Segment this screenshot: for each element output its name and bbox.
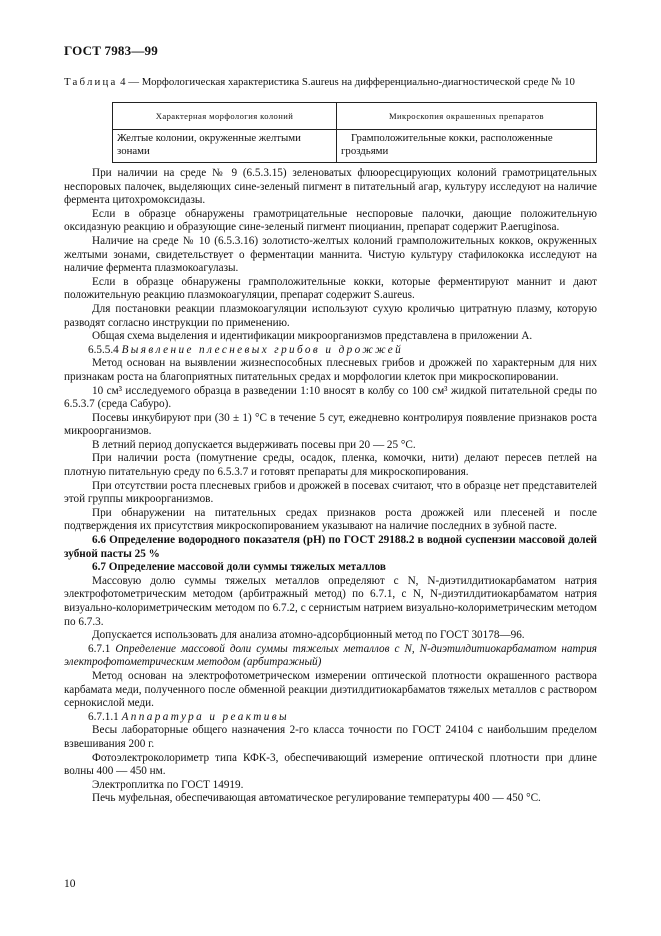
section-title: Аппаратура и реактивы bbox=[121, 710, 289, 723]
paragraph: Наличие на среде № 10 (6.5.3.16) золотисто-желтых колоний грамположительных кокков, окруженных желтыми зонами, свидетельствует о ферментации маннита. Чистую культуру стафилококка исследуют на наличие фермента плазмокоагулазы. bbox=[64, 234, 597, 275]
section-number: 6.7.1.1 bbox=[88, 710, 119, 723]
table-caption-text: 4 — Морфологическая характеристика S.aureus на дифференциально-диагностической среде № 10 bbox=[117, 76, 575, 88]
morphology-table bbox=[112, 102, 597, 163]
paragraph: Электроплитка по ГОСТ 14919. bbox=[92, 778, 244, 791]
section-title: Выявление плесневых грибов и дрожжей bbox=[121, 343, 404, 356]
paragraph: При наличии на среде № 9 (6.5.3.15) зеленоватых флюоресцирующих колоний грамотрицательных неспоровых палочек, выделяющих сине-зеленый пигмент в питательный агар, культуру исследуют на наличие фермента цитохромоксидазы. bbox=[64, 167, 597, 207]
paragraph: Метод основан на выявлении жизнеспособных плесневых грибов и дрожжей по характерным для них признакам роста на благоприятных питательных средах и морфологии клеток при микроскопировании. bbox=[64, 357, 597, 383]
paragraph: Если в образце обнаружены грамотрицательные неспоровые палочки, дающие положительную оксидазную реакцию и образующие сине-зеленый пигмент пиоцианин, препарат содержит P.aeruginosa. bbox=[64, 207, 597, 234]
paragraph: Фотоэлектроколориметр типа КФК-3, обеспечивающий измерение оптической плотности при длине волны 400 — 450 нм. bbox=[64, 751, 597, 778]
paragraph: 10 см³ исследуемого образца в разведении 1:10 вносят в колбу со 100 см³ жидкой питательной среды по 6.5.3.7 (среда Сабуро). bbox=[64, 384, 597, 411]
table-header-cell: Микроскопия окрашенных препаратов bbox=[337, 103, 597, 130]
paragraph: Печь муфельная, обеспечивающая автоматическое регулирование температуры 400 — 450 °С. bbox=[92, 792, 541, 805]
paragraph: Метод основан на электрофотометрическом измерении оптической плотности окрашенного раствора карбамата меди, полученного после обменной реакции диэтилдитиокарбаматов тяжелых металлов с раствором сернокислой меди. bbox=[64, 669, 597, 710]
table-caption bbox=[64, 76, 604, 89]
paragraph: Для постановки реакции плазмокоагуляции используют сухую кроличью цитратную плазму, которую разводят согласно инструкции по применению. bbox=[64, 302, 597, 329]
table-header-cell: Характерная морфология колоний bbox=[113, 103, 337, 130]
paragraph: В летний период допускается выдерживать посевы при 20 — 25 °С. bbox=[92, 438, 416, 451]
paragraph: Общая схема выделения и идентификации микроорганизмов представлена в приложении А. bbox=[92, 330, 533, 343]
paragraph: Если в образце обнаружены грамположительные кокки, которые ферментируют маннит и дают положительную реакцию плазмокоагуляции, препарат содержит S.aureus. bbox=[64, 275, 597, 302]
section-heading-6554 bbox=[64, 344, 597, 358]
table-caption-word: Таблица bbox=[64, 76, 118, 88]
page-number: 10 bbox=[64, 878, 76, 890]
document-body bbox=[64, 167, 597, 806]
paragraph: Допускается использовать для анализа атомно-адсорбционный метод по ГОСТ 30178—96. bbox=[92, 629, 525, 642]
table-cell: Желтые колонии, окруженные желтыми зонами bbox=[113, 130, 337, 163]
document-header: ГОСТ 7983—99 bbox=[64, 43, 158, 58]
section-heading-66: 6.6 Определение водородного показателя (рН) по ГОСТ 29188.2 в водной суспензии массовой долей зубной пасты 25 % bbox=[64, 534, 597, 560]
paragraph: Весы лабораторные общего назначения 2-го класса точности по ГОСТ 24104 с наибольшим пределом взвешивания 200 г. bbox=[64, 724, 597, 750]
table-row bbox=[113, 130, 597, 163]
paragraph: При обнаружении на питательных средах признаков роста дрожжей или плесеней и после подтверждения их присутствия микроскопированием указывают на наличие последних в зубной пасте. bbox=[64, 506, 597, 533]
table-header-row bbox=[113, 103, 597, 130]
section-heading-671 bbox=[64, 643, 597, 670]
section-heading-67: 6.7 Определение массовой доли суммы тяжелых металлов bbox=[92, 561, 386, 574]
section-title: Определение массовой доли суммы тяжелых металлов с N, N-диэтилдитиокарбаматом натрия электрофотометрическим методом (арбитражный) bbox=[64, 642, 597, 669]
paragraph: При наличии роста (помутнение среды, осадок, пленка, комочки, нити) делают пересев петлей на плотную питательную среду по 6.5.3.7 и готовят препараты для микроскопирования. bbox=[64, 452, 597, 479]
paragraph: Посевы инкубируют при (30 ± 1) °С в течение 5 сут, ежедневно контролируя появление признаков роста микроорганизмов. bbox=[64, 411, 597, 438]
section-number: 6.5.5.4 bbox=[88, 343, 119, 356]
table-cell: Грамположительные кокки, расположенные гроздьями bbox=[337, 130, 597, 163]
section-heading-6711 bbox=[64, 711, 597, 725]
paragraph: При отсутствии роста плесневых грибов и дрожжей в посевах считают, что в образце нет представителей этой группы микроорганизмов. bbox=[64, 479, 597, 506]
paragraph: Массовую долю суммы тяжелых металлов определяют с N, N-диэтилдитиокарбаматом натрия электрофотометрическим методом (арбитражный метод) по 6.7.1, с N, N-диэтилдитиокарбаматом натрия визуально-колориметрическим методом по 6.7.2, с сернистым натрием визуально-колориметрическим методом по 6.7.3. bbox=[64, 574, 597, 628]
section-number: 6.7.1 bbox=[88, 642, 111, 655]
